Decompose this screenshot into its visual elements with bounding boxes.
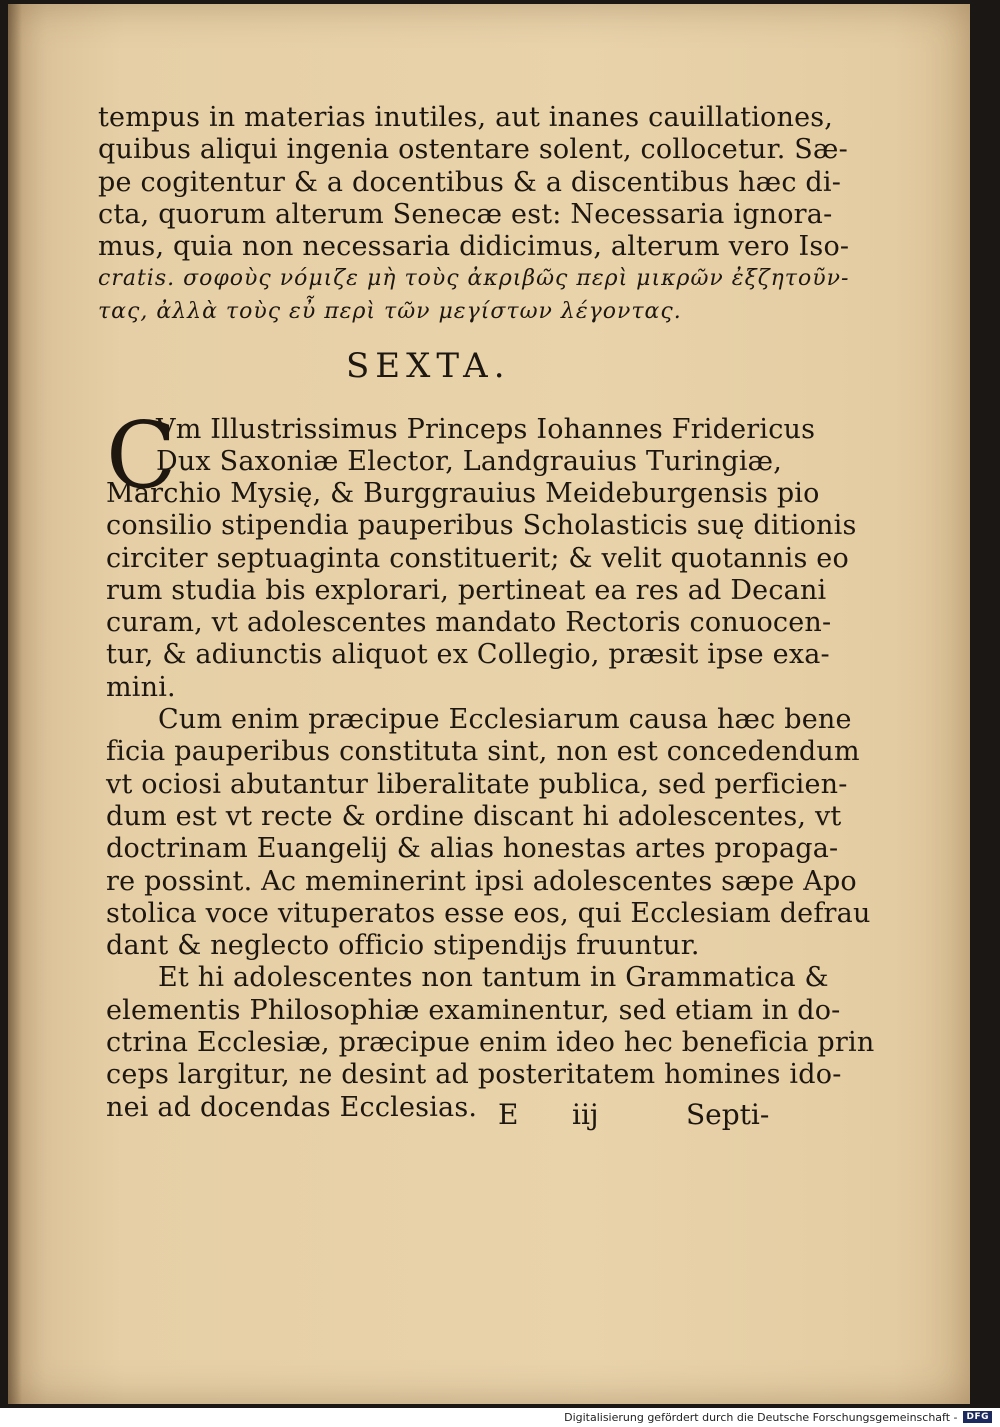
top-paragraph: [98, 102, 849, 328]
text-line: Dux Saxoniæ Elector, Landgrauius Turingiæ,: [156, 446, 783, 478]
text-line: pe cogitentur & a docentibus & a discentibus hæc di-: [98, 166, 842, 198]
paragraph-first-line: Cum enim præcipue Ecclesiarum causa hæc bene: [158, 704, 852, 736]
text-line: stolica voce vituperatos esse eos, qui Ecclesiam defrau: [106, 897, 871, 929]
text-line: consilio stipendia pauperibus Scholasticis suę ditionis: [106, 510, 857, 542]
text-line: quibus aliqui ingenia ostentare solent, collocetur. Sæ-: [98, 134, 848, 166]
section-heading: SEXTA.: [346, 346, 511, 386]
drop-capital: C: [106, 402, 177, 509]
text-line: doctrinam Euangelij & alias honestas artes propaga-: [106, 833, 839, 865]
text-line: Marchio Mysię, & Burggrauius Meideburgensis pio: [106, 478, 820, 509]
text-line: mini.: [106, 671, 176, 703]
dfg-logo-icon: DFG: [963, 1411, 992, 1423]
text-line: curam, vt adolescentes mandato Rectoris conuocen-: [106, 607, 832, 639]
signature-letter: E: [498, 1098, 519, 1131]
catchword: Septi-: [686, 1098, 770, 1131]
signature-number: iij: [572, 1098, 599, 1131]
digitization-credit: [564, 1409, 992, 1425]
text-line: dum est vt recte & ordine discant hi adolescentes, vt: [106, 800, 842, 832]
text-line: ficia pauperibus constituta sint, non est concedendum: [106, 736, 860, 768]
statute-opening-lines: [156, 414, 815, 479]
text-line: elementis Philosophiæ examinentur, sed etiam in do-: [106, 994, 841, 1026]
paragraph-first-line: Et hi adolescentes non tantum in Grammatica &: [158, 962, 829, 994]
text-line: Vm Illustrissimus Princeps Iohannes Fridericus: [156, 414, 816, 445]
text-line: mus, quia non necessaria didicimus, alterum vero Iso-: [98, 231, 850, 263]
text-line: tur, & adiunctis aliquot ex Collegio, præsit ipse exa-: [106, 639, 830, 671]
text-line: ceps largitur, ne desint ad posteritatem homines ido-: [106, 1059, 842, 1091]
text-line: circiter septuaginta constituerit; & velit quotannis eo: [106, 542, 849, 574]
text-line: rum studia bis explorari, pertineat ea res ad Decani: [106, 574, 827, 606]
greek-quote-line: τας, ἀλλὰ τοὺς εὖ περὶ τῶν μεγίστων λέγοντας.: [98, 298, 682, 324]
text-line: nei ad docendas Ecclesias.: [106, 1091, 478, 1123]
text-line: re possint. Ac meminerint ipsi adolescentes sæpe Apo: [106, 865, 857, 897]
statute-body: [106, 478, 874, 1124]
text-line: tempus in materias inutiles, aut inanes cauillationes,: [98, 102, 834, 133]
greek-quote-line: cratis. σοφοὺς νόμιζε μὴ τοὺς ἀκριβῶς περὶ μικρῶν ἐξζητοῦν-: [98, 266, 850, 292]
text-line: cta, quorum alterum Senecæ est: Necessaria ignora-: [98, 198, 833, 230]
text-line: vt ociosi abutantur liberalitate publica, sed perficien-: [106, 768, 848, 800]
text-line: dant & neglecto officio stipendijs fruuntur.: [106, 930, 700, 962]
credit-text: Digitalisierung gefördert durch die Deutsche Forschungsgemeinschaft -: [564, 1410, 958, 1424]
text-line: ctrina Ecclesiæ, præcipue enim ideo hec beneficia prin: [106, 1027, 875, 1059]
